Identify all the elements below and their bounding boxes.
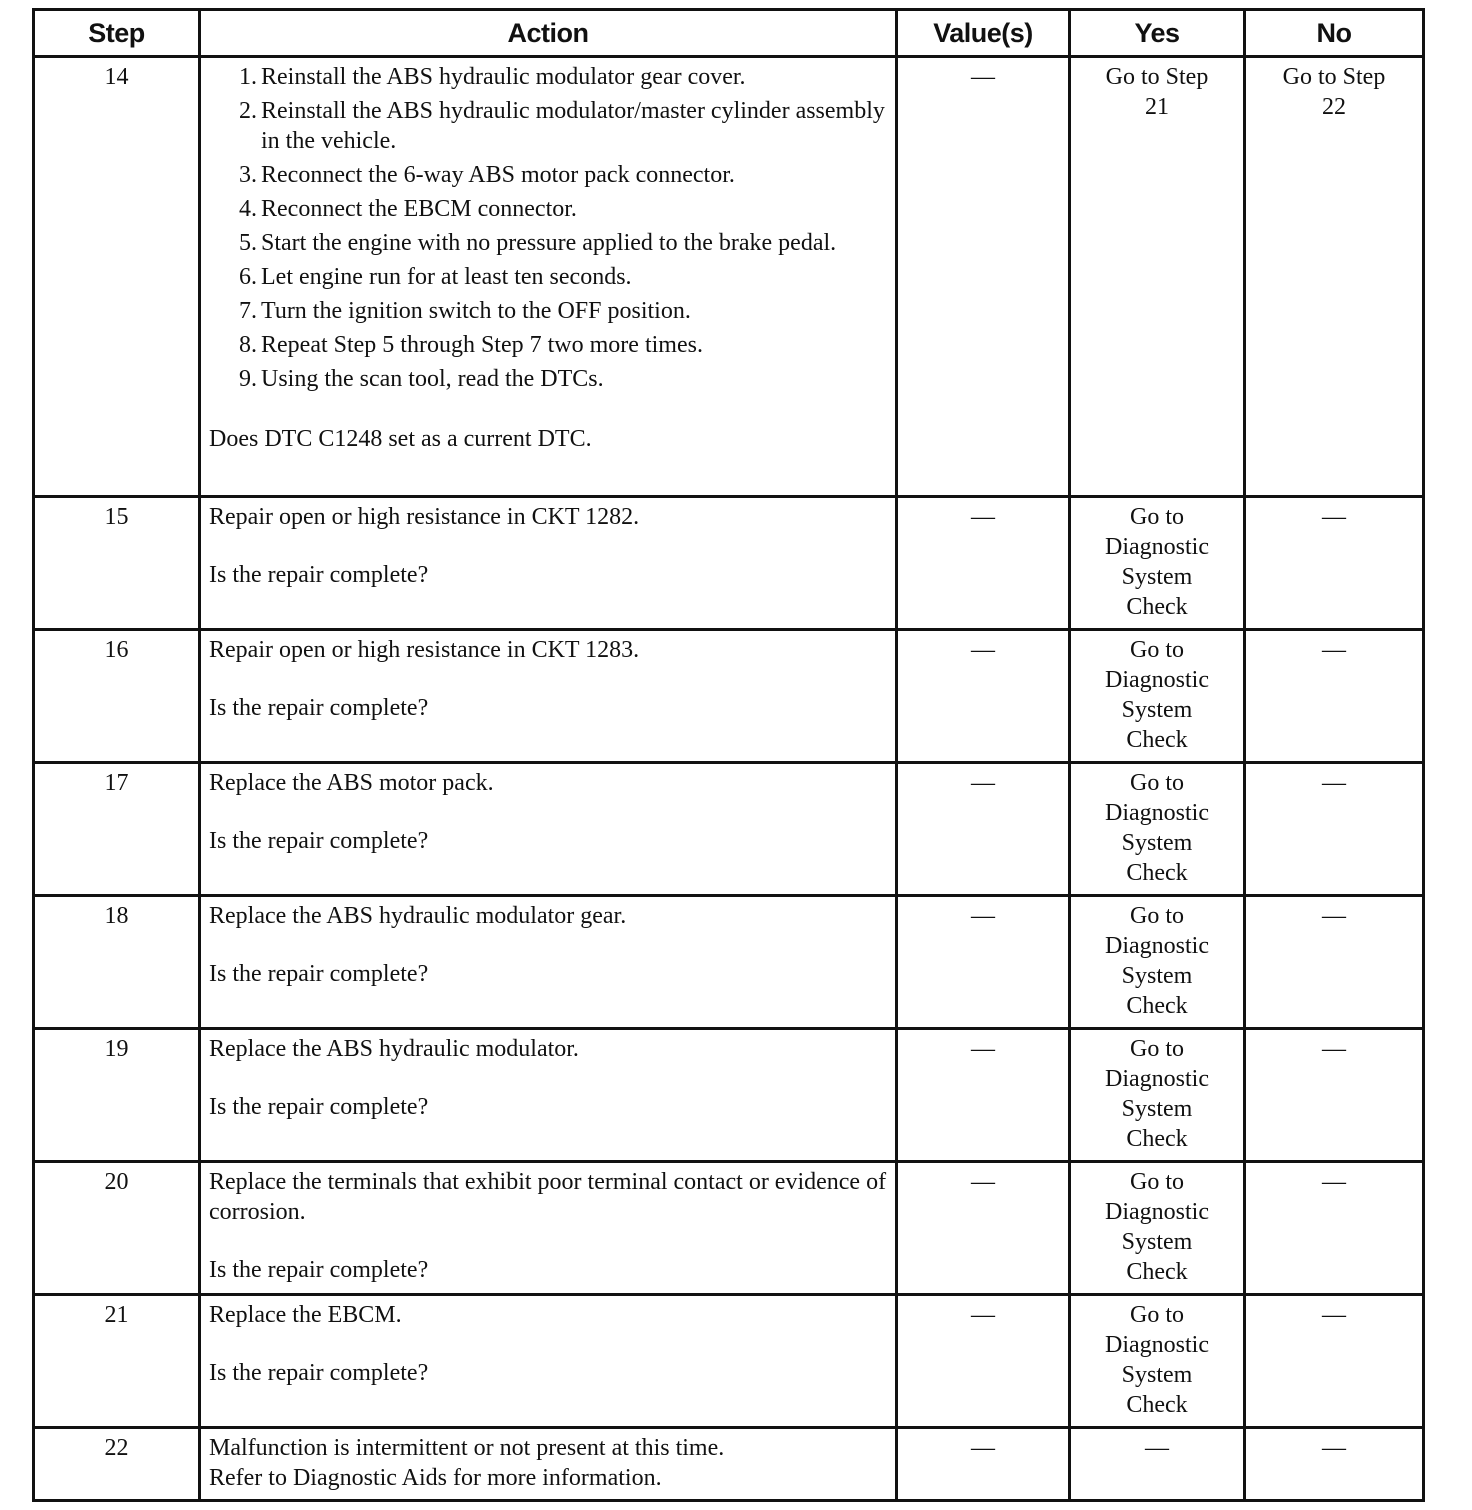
action-cell — [200, 630, 897, 763]
table-row — [34, 1428, 1424, 1501]
header-row — [34, 10, 1424, 57]
action-question: Is the repair complete? — [209, 961, 429, 987]
yes-cell — [1070, 630, 1245, 763]
yes-text-line: Go to — [1130, 1302, 1184, 1328]
action-item-text: Reinstall the ABS hydraulic modulator/master cylinder assembly in the vehicle. — [261, 98, 885, 154]
header-action: Action — [200, 10, 897, 57]
yes-text-line: System — [1121, 963, 1193, 989]
diagnostic-table — [32, 8, 1425, 1502]
yes-cell — [1070, 763, 1245, 896]
action-item-text: Turn the ignition switch to the OFF position. — [261, 298, 691, 324]
no-text-line: — — [1322, 1435, 1346, 1461]
action-item-number: 8. — [239, 332, 257, 358]
action-cell — [200, 57, 897, 497]
action-instruction: Replace the ABS hydraulic modulator gear. — [209, 903, 627, 929]
action-item-text: Reconnect the EBCM connector. — [261, 196, 577, 222]
value-cell: — — [897, 1029, 1070, 1162]
step-number: 22 — [34, 1428, 200, 1501]
yes-text-line: Check — [1126, 727, 1188, 753]
action-item-number: 7. — [239, 298, 257, 324]
action-item-text: Repeat Step 5 through Step 7 two more times. — [261, 332, 703, 358]
no-text-line: — — [1322, 770, 1346, 796]
step-number: 20 — [34, 1162, 200, 1295]
table-row — [34, 1029, 1424, 1162]
action-item-number: 1. — [239, 64, 257, 90]
yes-cell — [1070, 1295, 1245, 1428]
no-cell — [1245, 630, 1424, 763]
yes-text-line: Go to — [1130, 770, 1184, 796]
yes-cell — [1070, 896, 1245, 1029]
value-cell: — — [897, 630, 1070, 763]
yes-text-line: Check — [1126, 594, 1188, 620]
yes-text-line: System — [1121, 830, 1193, 856]
action-instruction: Replace the EBCM. — [209, 1302, 402, 1328]
yes-text-line: Diagnostic — [1105, 1332, 1209, 1358]
action-list-item — [229, 194, 887, 224]
yes-text-line: — — [1145, 1435, 1169, 1461]
no-cell — [1245, 1029, 1424, 1162]
action-list-item — [229, 96, 887, 156]
step-number: 17 — [34, 763, 200, 896]
action-cell — [200, 1029, 897, 1162]
yes-text-line: System — [1121, 697, 1193, 723]
yes-text-line: System — [1121, 1229, 1193, 1255]
action-question: Is the repair complete? — [209, 1360, 429, 1386]
action-item-number: 5. — [239, 230, 257, 256]
no-text-line: — — [1322, 903, 1346, 929]
yes-text-line: System — [1121, 564, 1193, 590]
action-item-number: 4. — [239, 196, 257, 222]
no-cell — [1245, 1295, 1424, 1428]
action-cell — [200, 896, 897, 1029]
step-number: 21 — [34, 1295, 200, 1428]
action-question: Is the repair complete? — [209, 562, 429, 588]
yes-cell — [1070, 1162, 1245, 1295]
table-row — [34, 1162, 1424, 1295]
action-list-item — [229, 364, 887, 394]
table-row — [34, 1295, 1424, 1428]
action-item-text: Start the engine with no pressure applied to the brake pedal. — [261, 230, 837, 256]
yes-cell — [1070, 57, 1245, 497]
action-instruction: Replace the terminals that exhibit poor terminal contact or evidence of corrosion. — [209, 1169, 887, 1225]
no-cell — [1245, 896, 1424, 1029]
action-item-text: Let engine run for at least ten seconds. — [261, 264, 632, 290]
no-text-line: — — [1322, 1169, 1346, 1195]
action-instruction: Replace the ABS motor pack. — [209, 770, 494, 796]
yes-text-line: System — [1121, 1096, 1193, 1122]
yes-text-line: Go to Step — [1105, 64, 1209, 90]
action-list-item — [229, 296, 887, 326]
action-cell — [200, 1162, 897, 1295]
action-question: Is the repair complete? — [209, 1094, 429, 1120]
yes-text-line: Diagnostic — [1105, 933, 1209, 959]
yes-text-line: Diagnostic — [1105, 800, 1209, 826]
action-list-item — [229, 228, 887, 258]
value-cell: — — [897, 896, 1070, 1029]
yes-text-line: Check — [1126, 1259, 1188, 1285]
yes-text-line: 21 — [1145, 94, 1169, 120]
value-cell: — — [897, 1428, 1070, 1501]
no-text-line: — — [1322, 637, 1346, 663]
header-step: Step — [34, 10, 200, 57]
action-item-number: 2. — [239, 98, 257, 124]
no-cell — [1245, 1162, 1424, 1295]
action-cell — [200, 763, 897, 896]
yes-text-line: Check — [1126, 860, 1188, 886]
yes-text-line: Diagnostic — [1105, 1199, 1209, 1225]
yes-text-line: Diagnostic — [1105, 1066, 1209, 1092]
table-body — [34, 57, 1424, 1501]
table-row — [34, 57, 1424, 497]
step-number: 15 — [34, 497, 200, 630]
no-text-line: Go to Step — [1282, 64, 1386, 90]
action-question: Does DTC C1248 set as a current DTC. — [209, 426, 592, 452]
no-cell — [1245, 1428, 1424, 1501]
no-text-line: — — [1322, 1302, 1346, 1328]
table-row — [34, 497, 1424, 630]
yes-text-line: System — [1121, 1362, 1193, 1388]
yes-cell — [1070, 1428, 1245, 1501]
value-cell: — — [897, 763, 1070, 896]
action-list-item — [229, 262, 887, 292]
yes-text-line: Check — [1126, 1126, 1188, 1152]
header-values: Value(s) — [897, 10, 1070, 57]
yes-text-line: Go to — [1130, 1169, 1184, 1195]
yes-text-line: Check — [1126, 993, 1188, 1019]
no-cell — [1245, 763, 1424, 896]
value-cell: — — [897, 1295, 1070, 1428]
action-instruction: Malfunction is intermittent or not present at this time. — [209, 1435, 725, 1461]
action-instruction: Repair open or high resistance in CKT 1283. — [209, 637, 640, 663]
no-cell — [1245, 497, 1424, 630]
action-item-number: 9. — [239, 366, 257, 392]
table-row — [34, 630, 1424, 763]
value-cell: — — [897, 497, 1070, 630]
action-instruction: Refer to Diagnostic Aids for more information. — [209, 1465, 662, 1491]
action-question: Is the repair complete? — [209, 695, 429, 721]
action-item-text: Using the scan tool, read the DTCs. — [261, 366, 604, 392]
yes-cell — [1070, 1029, 1245, 1162]
action-list-item — [229, 62, 887, 92]
yes-text-line: Go to — [1130, 504, 1184, 530]
step-number: 19 — [34, 1029, 200, 1162]
diagnostic-page — [32, 8, 1422, 1502]
step-number: 14 — [34, 57, 200, 497]
no-text-line: 22 — [1322, 94, 1346, 120]
value-cell: — — [897, 1162, 1070, 1295]
step-number: 18 — [34, 896, 200, 1029]
action-instruction: Replace the ABS hydraulic modulator. — [209, 1036, 579, 1062]
action-item-text: Reconnect the 6-way ABS motor pack connector. — [261, 162, 735, 188]
yes-text-line: Go to — [1130, 1036, 1184, 1062]
action-cell — [200, 497, 897, 630]
no-text-line: — — [1322, 504, 1346, 530]
yes-cell — [1070, 497, 1245, 630]
yes-text-line: Check — [1126, 1392, 1188, 1418]
action-instruction: Repair open or high resistance in CKT 1282. — [209, 504, 640, 530]
no-text-line: — — [1322, 1036, 1346, 1062]
action-question: Is the repair complete? — [209, 1257, 429, 1283]
action-cell — [200, 1428, 897, 1501]
action-item-number: 3. — [239, 162, 257, 188]
value-cell: — — [897, 57, 1070, 497]
action-cell — [200, 1295, 897, 1428]
action-item-text: Reinstall the ABS hydraulic modulator gear cover. — [261, 64, 746, 90]
yes-text-line: Diagnostic — [1105, 534, 1209, 560]
step-number: 16 — [34, 630, 200, 763]
table-row — [34, 896, 1424, 1029]
action-list-item — [229, 160, 887, 190]
table-row — [34, 763, 1424, 896]
yes-text-line: Go to — [1130, 637, 1184, 663]
yes-text-line: Diagnostic — [1105, 667, 1209, 693]
yes-text-line: Go to — [1130, 903, 1184, 929]
action-question: Is the repair complete? — [209, 828, 429, 854]
header-no: No — [1245, 10, 1424, 57]
header-yes: Yes — [1070, 10, 1245, 57]
action-item-number: 6. — [239, 264, 257, 290]
action-list-item — [229, 330, 887, 360]
no-cell — [1245, 57, 1424, 497]
